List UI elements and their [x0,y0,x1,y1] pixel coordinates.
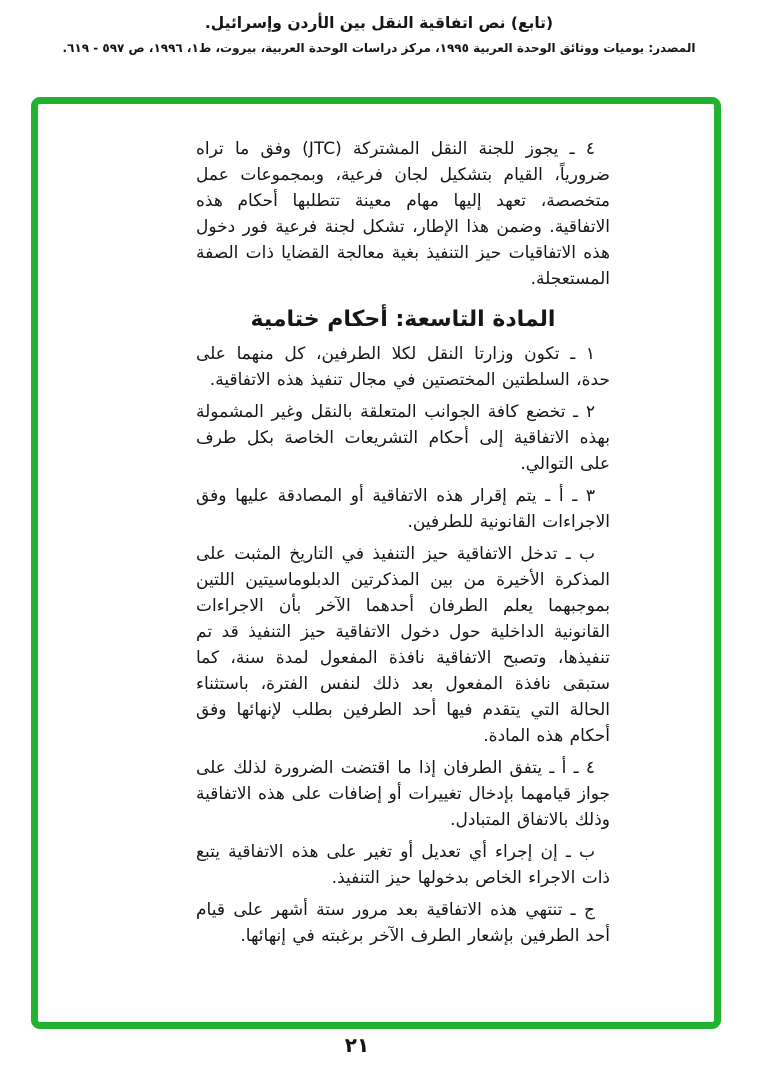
article-paragraph: ٣ ـ أ ـ يتم إقرار هذه الاتفاقية أو المصادقة عليها وفق الاجراءات القانونية للطرفين. [196,486,610,532]
article-paragraph: ٤ ـ يجوز للجنة النقل المشتركة (JTC) وفق ما تراه ضرورياً، القيام بتشكيل لجان فرعية، وبمجموعات عمل متخصصة، تعهد إليها مهام معينة تتطلبها أحكام هذه الاتفاقية. وضمن هذا الإطار، تشكل لجنة فرعية فور دخول هذه الاتفاقيات حيز التنفيذ بغية معالجة القضايا ذات الصفة المستعجلة. [196,139,610,289]
article-paragraph: ج ـ تنتهي هذه الاتفاقية بعد مرور ستة أشهر على قيام أحد الطرفين بإشعار الطرف الآخر برغبته في إنهائها. [196,900,610,946]
page-header [0,14,758,55]
article-paragraph: ٤ ـ أ ـ يتفق الطرفان إذا ما اقتضت الضرورة لذلك على جواز قيامهما بإدخال تغييرات أو إضافات على هذه الاتفاقية وذلك بالاتفاق المتبادل. [196,758,610,830]
article-paragraph: ٢ ـ تخضع كافة الجوانب المتعلقة بالنقل وغير المشمولة بهذه الاتفاقية إلى أحكام التشريعات الخاصة بكل طرف على التوالي. [196,402,610,474]
doc-title: (تابع) نص اتفاقية النقل بين الأردن وإسرائيل. [204,14,554,32]
section-heading: المادة التاسعة: أحكام ختامية [250,307,556,332]
article-text-column [196,136,610,949]
page-number: ٢١ [344,1033,370,1057]
article-paragraph: ١ ـ تكون وزارتا النقل لكلا الطرفين، كل منهما على حدة، السلطتين المختصتين في مجال تنفيذ هذه الاتفاقية. [196,344,610,390]
article-paragraph: ب ـ إن إجراء أي تعديل أو تغير على هذه الاتفاقية يتبع ذات الاجراء الخاص بدخولها حيز التنفيذ. [196,842,610,888]
article-paragraph: ب ـ تدخل الاتفاقية حيز التنفيذ في التاريخ المثبت على المذكرة الأخيرة من بين المذكرتين الدبلوماسيتين اللتين بموجبهما يعلم الطرفان أحدهما الآخر بأن الاجراءات القانونية الداخلية حول دخول الاتفاقية حيز التنفيذ قد تم تنفيذها، وتصبح الاتفاقية نافذة المفعول لمدة سنة، كما ستبقى نافذة المفعول بعد ذلك لنفس الفترة، باستثناء الحالة التي يتقدم فيها أحد الطرفين بطلب لإنهائها وفق أحكام هذه المادة. [196,544,610,746]
doc-source-citation: المصدر: يوميات ووثائق الوحدة العربية ١٩٩٥، مركز دراسات الوحدة العربية، بيروت، ط١، ١٩٩٦، ص ٥٩٧ - ٦١٩. [62,41,696,55]
